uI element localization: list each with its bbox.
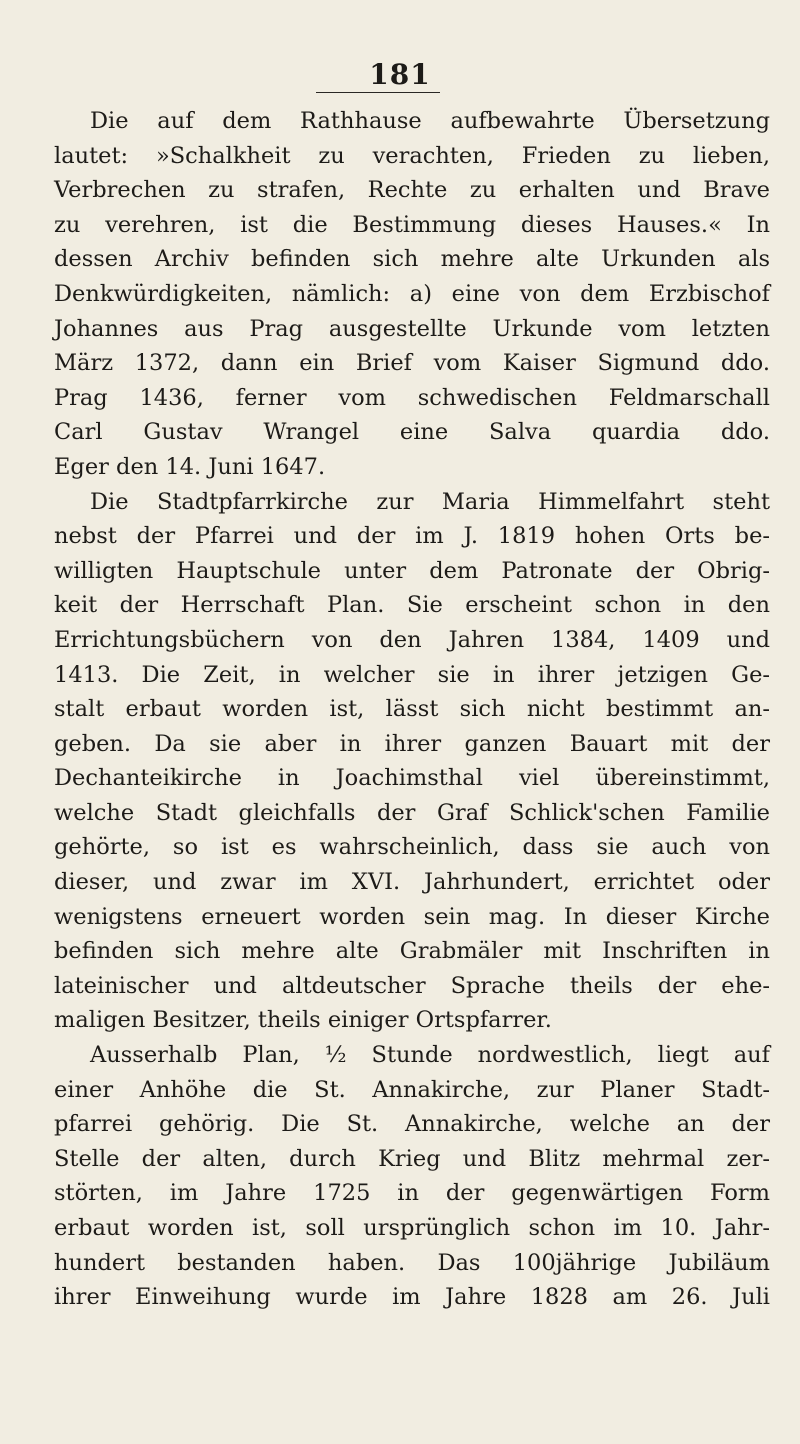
page-number-rule — [316, 92, 440, 93]
text-line: welche Stadt gleichfalls der Graf Schlick'schen Familie — [54, 799, 770, 826]
text-line: Ausserhalb Plan, ½ Stunde nordwestlich, liegt auf — [90, 1042, 770, 1069]
text-line: Stelle der alten, durch Krieg und Blitz mehrmal zer- — [54, 1145, 770, 1172]
text-line: pfarrei gehörig. Die St. Annakirche, welche an der — [54, 1111, 770, 1138]
text-line: Dechanteikirche in Joachimsthal viel übereinstimmt, — [54, 765, 770, 792]
text-line: stalt erbaut worden ist, lässt sich nicht bestimmt an- — [54, 696, 770, 723]
text-line: willigten Hauptschule unter dem Patronate der Obrig- — [54, 557, 770, 584]
text-line: Prag 1436, ferner vom schwedischen Feldmarschall — [54, 384, 770, 411]
text-line: hundert bestanden haben. Das 100jährige Jubiläum — [54, 1249, 770, 1276]
text-line: Verbrechen zu strafen, Rechte zu erhalten und Brave — [54, 177, 770, 204]
text-line: keit der Herrschaft Plan. Sie erscheint schon in den — [54, 592, 770, 619]
page-number: 181 — [369, 58, 431, 91]
text-line: lateinischer und altdeutscher Sprache theils der ehe- — [54, 972, 770, 999]
text-line: erbaut worden ist, soll ursprünglich schon im 10. Jahr- — [54, 1215, 770, 1241]
text-line: wenigstens erneuert worden sein mag. In dieser Kirche — [54, 903, 770, 930]
text-line: Denkwürdigkeiten, nämlich: a) eine von dem Erzbischof — [54, 280, 770, 307]
text-line: dieser, und zwar im XVI. Jahrhundert, errichtet oder — [54, 869, 770, 896]
text-line: Die auf dem Rathhause aufbewahrte Übersetzung — [90, 108, 770, 134]
text-line: einer Anhöhe die St. Annakirche, zur Planer Stadt- — [54, 1076, 770, 1103]
text-line: 1413. Die Zeit, in welcher sie in ihrer jetzigen Ge- — [54, 661, 770, 688]
text-line: geben. Da sie aber in ihrer ganzen Bauart mit der — [54, 730, 770, 757]
text-line: Johannes aus Prag ausgestellte Urkunde vom letzten — [54, 315, 770, 342]
text-line: Errichtungsbüchern von den Jahren 1384, 1409 und — [54, 626, 770, 653]
body-text — [54, 104, 770, 1315]
text-line: lautet: »Schalkheit zu verachten, Frieden zu lieben, — [54, 142, 770, 169]
text-line: Die Stadtpfarrkirche zur Maria Himmelfahrt steht — [90, 488, 770, 515]
text-line: befinden sich mehre alte Grabmäler mit Inschriften in — [54, 938, 770, 965]
text-line: zu verehren, ist die Bestimmung dieses Hauses.« In — [54, 211, 770, 238]
text-line: störten, im Jahre 1725 in der gegenwärtigen Form — [54, 1180, 770, 1207]
text-line: gehörte, so ist es wahrscheinlich, dass sie auch von — [54, 834, 770, 861]
text-line: dessen Archiv befinden sich mehre alte Urkunden als — [54, 246, 770, 273]
text-line: ihrer Einweihung wurde im Jahre 1828 am 26. Juli — [54, 1284, 770, 1311]
text-line: maligen Besitzer, theils einiger Ortspfarrer. — [54, 1007, 552, 1034]
text-line: Carl Gustav Wrangel eine Salva quardia ddo. — [54, 419, 770, 446]
text-line: nebst der Pfarrei und der im J. 1819 hohen Orts be- — [54, 523, 770, 550]
text-line: März 1372, dann ein Brief vom Kaiser Sigmund ddo. — [54, 350, 770, 377]
text-line: Eger den 14. Juni 1647. — [54, 453, 326, 480]
